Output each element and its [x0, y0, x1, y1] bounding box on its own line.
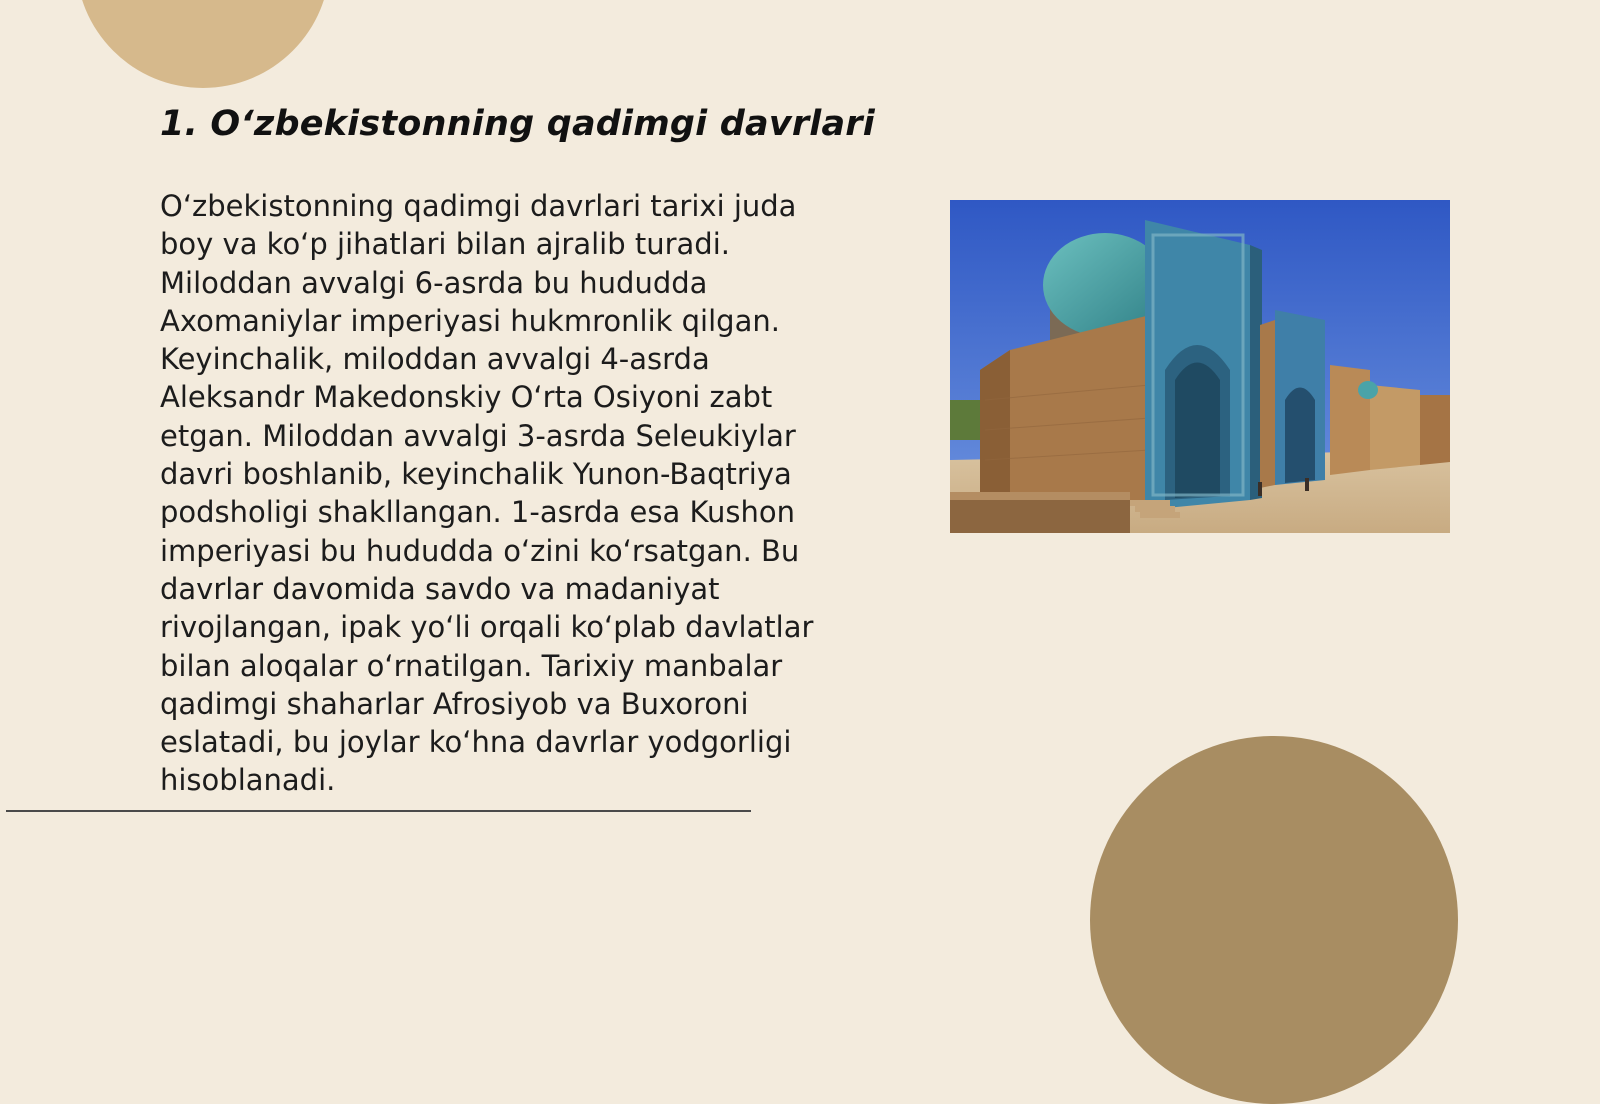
divider-line: [6, 810, 751, 812]
slide-body-text: O‘zbekistonning qadimgi davrlari tarixi juda boy va ko‘p jihatlari bilan ajralib turadi. Miloddan avvalgi 6-asrda bu hududda Axomaniylar imperiyasi hukmronlik qilgan. Keyinchalik, miloddan avvalgi 4-asrda Aleksandr Makedonskiy O‘rta Osiyoni zabt etgan. Miloddan avvalgi 3-asrda Seleukiylar davri boshlanib, keyinchalik Yunon-Baqtriya podsholigi shakllangan. 1-asrda esa Kushon imperiyasi bu hududda o‘zini ko‘rsatgan. Bu davrlar davomida savdo va madaniyat rivojlangan, ipak yo‘li orqali ko‘plab davlatlar bilan aloqalar o‘rnatilgan. Tarixiy manbalar qadimgi shaharlar Afrosiyob va Buxoroni eslatadi, bu joylar ko‘hna davrlar yodgorligi hisoblanadi.: [160, 189, 814, 798]
slide-title: 1. O‘zbekistonning qadimgi davrlari: [160, 104, 875, 144]
decorative-circle-bottom: [1090, 736, 1458, 1104]
decorative-circle-top: [76, 0, 330, 88]
mausoleum-photo: [950, 200, 1450, 533]
